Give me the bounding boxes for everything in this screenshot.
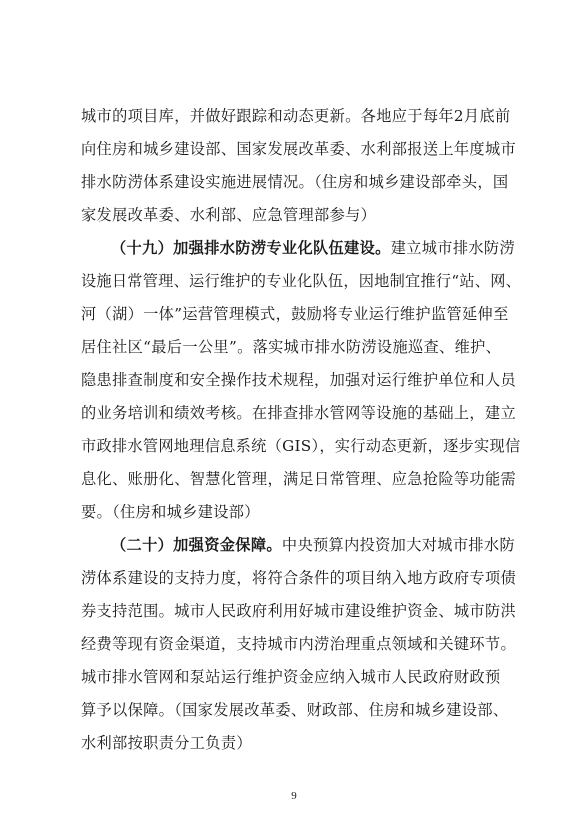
text-line: 水利部按职责分工负责） bbox=[81, 734, 252, 752]
text-line: 涝体系建设的支持力度，将符合条件的项目纳入地方政府专项债 bbox=[81, 569, 517, 587]
text-line: 经费等现有资金渠道，支持城市内涝治理重点领域和关键环节。 bbox=[81, 635, 517, 653]
text-line: 城市的项目库，并做好跟踪和动态更新。各地应于每年2月底前 bbox=[81, 107, 511, 125]
section-heading-19: （十九）加强排水防涝专业化队伍建设。 bbox=[111, 239, 391, 257]
text-line: 算予以保障。（国家发展改革委、财政部、住房和城乡建设部、 bbox=[81, 701, 509, 719]
page-number: 9 bbox=[291, 790, 297, 802]
section-20-first-line bbox=[111, 535, 521, 555]
text-line: 市政排水管网地理信息系统（GIS），实行动态更新，逐步实现信 bbox=[81, 437, 521, 455]
text-line: 家发展改革委、水利部、应急管理部参与） bbox=[81, 206, 377, 224]
text-line: 设施日常管理、运行维护的专业化队伍，因地制宜推行“站、网、 bbox=[81, 272, 522, 290]
section-19-first-line bbox=[111, 238, 521, 258]
text-line: 向住房和城乡建设部、国家发展改革委、水利部报送上年度城市 bbox=[81, 140, 517, 158]
text-line: 的业务培训和绩效考核。在排查排水管网等设施的基础上，建立 bbox=[81, 404, 517, 422]
text-line: 息化、账册化、智慧化管理，满足日常管理、应急抢险等功能需 bbox=[81, 470, 517, 488]
text-run: 中央预算内投资加大对城市排水防 bbox=[281, 536, 515, 554]
text-line: 隐患排查制度和安全操作技术规程，加强对运行维护单位和人员 bbox=[81, 371, 517, 389]
text-line: 居住社区“最后一公里”。落实城市排水防涝设施巡查、维护、 bbox=[81, 338, 502, 356]
text-run: 建立城市排水防涝 bbox=[390, 239, 515, 257]
text-line: 券支持范围。城市人民政府利用好城市建设维护资金、城市防洪 bbox=[81, 602, 517, 620]
section-heading-20: （二十）加强资金保障。 bbox=[111, 536, 282, 554]
text-line: 排水防涝体系建设实施进展情况。（住房和城乡建设部牵头，国 bbox=[81, 173, 509, 191]
text-line: 城市排水管网和泵站运行维护资金应纳入城市人民政府财政预 bbox=[81, 668, 501, 686]
text-line: 河（湖）一体”运营管理模式，鼓励将专业运行维护监管延伸至 bbox=[81, 305, 509, 323]
text-line: 要。（住房和城乡建设部） bbox=[81, 503, 260, 521]
